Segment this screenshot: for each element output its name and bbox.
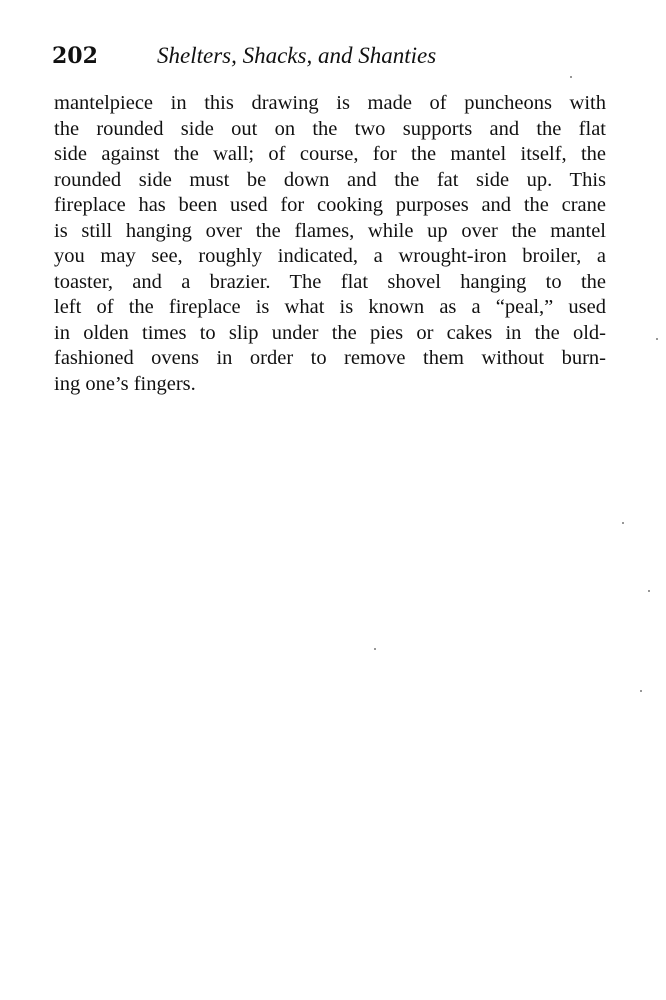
text-line: the rounded side out on the two supports and the flat (54, 117, 606, 140)
page-header (52, 36, 612, 76)
body-paragraph (54, 91, 606, 397)
scan-speck (648, 590, 650, 592)
text-line: fireplace has been used for cooking purposes and the crane (54, 194, 606, 216)
text-line: in olden times to slip under the pies or cakes in the old- (54, 321, 606, 344)
text-line: mantelpiece in this drawing is made of puncheons with (54, 92, 606, 114)
text-line: side against the wall; of course, for the mantel itself, the (54, 143, 606, 165)
page-number: 202 (52, 43, 98, 69)
scan-speck (640, 690, 642, 692)
text-line: you may see, roughly indicated, a wrought-iron broiler, a (54, 245, 606, 267)
text-line: ing one’s fingers. (54, 372, 196, 395)
scan-speck (656, 338, 658, 340)
scan-speck (374, 648, 376, 650)
scan-speck (570, 76, 572, 78)
text-line: rounded side must be down and the fat side up. This (54, 168, 606, 191)
text-line: left of the fireplace is what is known as a “peal,” used (54, 296, 606, 318)
text-line: is still hanging over the flames, while up over the mantel (54, 219, 606, 242)
text-line: fashioned ovens in order to remove them without burn- (54, 347, 606, 369)
text-line: toaster, and a brazier. The flat shovel hanging to the (54, 270, 606, 293)
running-title: Shelters, Shacks, and Shanties (157, 43, 437, 68)
scan-speck (622, 522, 624, 524)
